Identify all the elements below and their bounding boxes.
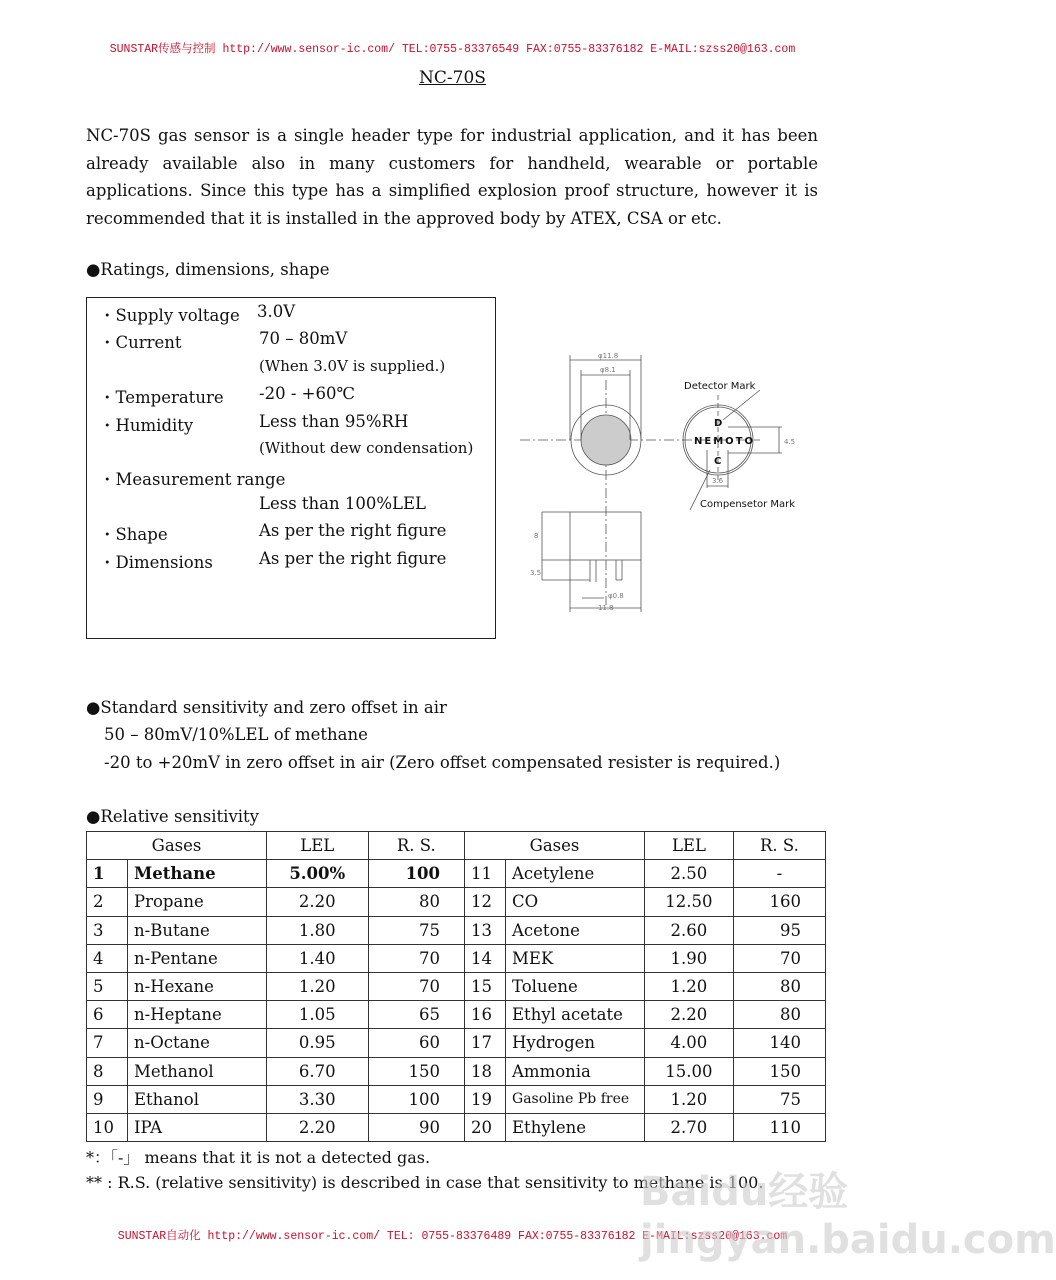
sensitivity-line: 50 – 80mV/10%LEL of methane [104, 725, 368, 744]
rating-value: -20 - +60℃ [259, 384, 355, 404]
table-cell: 4 [87, 944, 128, 972]
d-mark: D [714, 418, 723, 429]
table-cell: 80 [368, 888, 464, 916]
table-cell: 70 [733, 944, 825, 972]
brand-label: NEMOTO [694, 436, 755, 447]
rating-value: 3.0V [257, 302, 296, 321]
rating-label: ・Current [99, 333, 182, 353]
table-row [87, 1001, 826, 1029]
watermark: Baidu经验 jingyan.baidu.com [640, 1169, 1056, 1263]
table-cell: 2.20 [267, 1113, 369, 1141]
table-cell: 150 [733, 1057, 825, 1085]
pin-length-label: 3.5 [530, 569, 542, 577]
table-cell: 13 [465, 916, 506, 944]
ratings-heading: ●Ratings, dimensions, shape [86, 260, 330, 279]
document-title: NC-70S [419, 68, 486, 88]
table-cell: 18 [465, 1057, 506, 1085]
table-cell: 1.05 [267, 1001, 369, 1029]
table-cell: 1.80 [267, 916, 369, 944]
rating-value: Less than 100%LEL [259, 493, 426, 513]
col-gases: Gases [465, 832, 645, 860]
table-cell: 3.30 [267, 1085, 369, 1113]
table-cell: 6 [87, 1001, 128, 1029]
table-cell: 20 [465, 1113, 506, 1141]
table-cell: Acetylene [506, 860, 645, 888]
rating-value: 70 – 80mV [259, 329, 348, 349]
rating-value: As per the right figure [259, 548, 447, 568]
relative-heading: ●Relative sensitivity [86, 807, 260, 826]
table-cell: 100 [368, 1085, 464, 1113]
table-cell: Ethylene [506, 1113, 645, 1141]
table-cell: 17 [465, 1029, 506, 1057]
rating-label: ・Humidity [99, 415, 194, 435]
sensitivity-heading: ●Standard sensitivity and zero offset in air [86, 698, 447, 717]
table-cell: IPA [128, 1113, 267, 1141]
table-cell: n-Butane [128, 916, 267, 944]
table-cell: 150 [368, 1057, 464, 1085]
table-cell: 70 [368, 972, 464, 1000]
width-label: 11.8 [598, 604, 614, 612]
table-row [87, 1113, 826, 1141]
table-cell: 75 [368, 916, 464, 944]
table-cell: - [733, 860, 825, 888]
table-cell: CO [506, 888, 645, 916]
col-rs: R. S. [368, 832, 464, 860]
table-cell: 80 [733, 972, 825, 1000]
table-cell: 4.00 [645, 1029, 734, 1057]
table-cell: 2 [87, 888, 128, 916]
col-rs: R. S. [733, 832, 825, 860]
table-cell: MEK [506, 944, 645, 972]
rating-label: ・Dimensions [99, 552, 213, 572]
pin-diameter-label: φ0.8 [608, 592, 624, 600]
relative-sensitivity-table [86, 831, 826, 1142]
page-footer: SUNSTAR自动化 http://www.sensor-ic.com/ TEL: 0755-83376489 FAX:0755-83376182 E-MAIL:szss20@163.com [117, 1230, 788, 1243]
table-cell: Ethanol [128, 1085, 267, 1113]
table-cell: 2.50 [645, 860, 734, 888]
table-cell: 2.70 [645, 1113, 734, 1141]
height-label: 8 [534, 532, 539, 540]
table-cell: 8 [87, 1057, 128, 1085]
table-cell: 80 [733, 1001, 825, 1029]
table-cell: 2.20 [267, 888, 369, 916]
rating-value: (When 3.0V is supplied.) [259, 356, 446, 375]
table-cell: 10 [87, 1113, 128, 1141]
table-cell: 19 [465, 1085, 506, 1113]
table-cell: 160 [733, 888, 825, 916]
col-lel: LEL [267, 832, 369, 860]
table-cell: 100 [368, 860, 464, 888]
table-cell: 60 [368, 1029, 464, 1057]
table-cell: Ammonia [506, 1057, 645, 1085]
table-cell: Gasoline Pb free [506, 1085, 645, 1113]
table-cell: 2.60 [645, 916, 734, 944]
compensator-mark-label: Compensetor Mark [700, 499, 796, 510]
table-cell: 0.95 [267, 1029, 369, 1057]
table-row [87, 888, 826, 916]
inner-diameter-label: φ8.1 [600, 366, 616, 374]
table-cell: 75 [733, 1085, 825, 1113]
table-cell: 5 [87, 972, 128, 1000]
table-cell: Methane [128, 860, 267, 888]
table-cell: 7 [87, 1029, 128, 1057]
table-cell: n-Pentane [128, 944, 267, 972]
table-row [87, 1085, 826, 1113]
rating-label: ・Measurement range [99, 470, 286, 490]
table-cell: Propane [128, 888, 267, 916]
table-cell: 95 [733, 916, 825, 944]
rating-value: As per the right figure [259, 521, 447, 541]
table-cell: 1.90 [645, 944, 734, 972]
table-cell: n-Hexane [128, 972, 267, 1000]
table-cell: 1 [87, 860, 128, 888]
table-cell: 15 [465, 972, 506, 1000]
c-mark: C [714, 456, 722, 467]
pitch-h-label: 3.6 [712, 477, 724, 485]
table-row [87, 916, 826, 944]
table-cell: 1.20 [645, 1085, 734, 1113]
table-cell: 1.20 [267, 972, 369, 1000]
table-row [87, 972, 826, 1000]
table-row [87, 1029, 826, 1057]
intro-paragraph: NC-70S gas sensor is a single header type for industrial application, and it has been already available also in many customers for handheld, wearable or portable applications. Since this type has a simplified explosion proof structure, however it is recommended that it is installed in the approved body by ATEX, CSA or etc. [86, 126, 818, 228]
pitch-v-label: 4.5 [784, 438, 796, 446]
rating-label: ・Shape [99, 525, 168, 545]
col-lel: LEL [645, 832, 734, 860]
outer-diameter-label: φ11.8 [598, 352, 619, 360]
table-cell: 11 [465, 860, 506, 888]
table-row [87, 944, 826, 972]
table-cell: 3 [87, 916, 128, 944]
ratings-box [86, 297, 496, 639]
table-cell: 15.00 [645, 1057, 734, 1085]
table-cell: Toluene [506, 972, 645, 1000]
rating-value: (Without dew condensation) [259, 439, 474, 457]
table-row [87, 1057, 826, 1085]
table-cell: 14 [465, 944, 506, 972]
table-cell: 110 [733, 1113, 825, 1141]
table-cell: 2.20 [645, 1001, 734, 1029]
sensor-dimension-figure [520, 340, 820, 620]
rating-label: ・Supply voltage [99, 306, 240, 325]
table-cell: Methanol [128, 1057, 267, 1085]
table-cell: 6.70 [267, 1057, 369, 1085]
table-cell: 12 [465, 888, 506, 916]
page-header: SUNSTAR传感与控制 http://www.sensor-ic.com/ TEL:0755-83376549 FAX:0755-83376182 E-MAIL:szss20@163.com [109, 43, 796, 56]
table-cell: Acetone [506, 916, 645, 944]
table-cell: n-Octane [128, 1029, 267, 1057]
rating-label: ・Temperature [99, 388, 224, 408]
table-cell: 65 [368, 1001, 464, 1029]
rating-value: Less than 95%RH [259, 411, 409, 431]
table-cell: 12.50 [645, 888, 734, 916]
table-cell: 70 [368, 944, 464, 972]
detector-mark-label: Detector Mark [684, 381, 756, 392]
table-cell: Hydrogen [506, 1029, 645, 1057]
col-gases: Gases [87, 832, 267, 860]
table-cell: 1.20 [645, 972, 734, 1000]
table-cell: Ethyl acetate [506, 1001, 645, 1029]
table-cell: 16 [465, 1001, 506, 1029]
table-header-row [87, 832, 826, 860]
table-cell: 9 [87, 1085, 128, 1113]
footnote-2: ** : R.S. (relative sensitivity) is described in case that sensitivity to methane is 100. [86, 1173, 764, 1192]
table-cell: 90 [368, 1113, 464, 1141]
table-row [87, 860, 826, 888]
footnote-1: *：「-」 means that it is not a detected gas. [86, 1148, 431, 1167]
zero-offset-line: -20 to +20mV in zero offset in air (Zero offset compensated resister is required.) [104, 753, 781, 772]
table-cell: 1.40 [267, 944, 369, 972]
table-cell: n-Heptane [128, 1001, 267, 1029]
table-cell: 5.00% [267, 860, 369, 888]
table-cell: 140 [733, 1029, 825, 1057]
